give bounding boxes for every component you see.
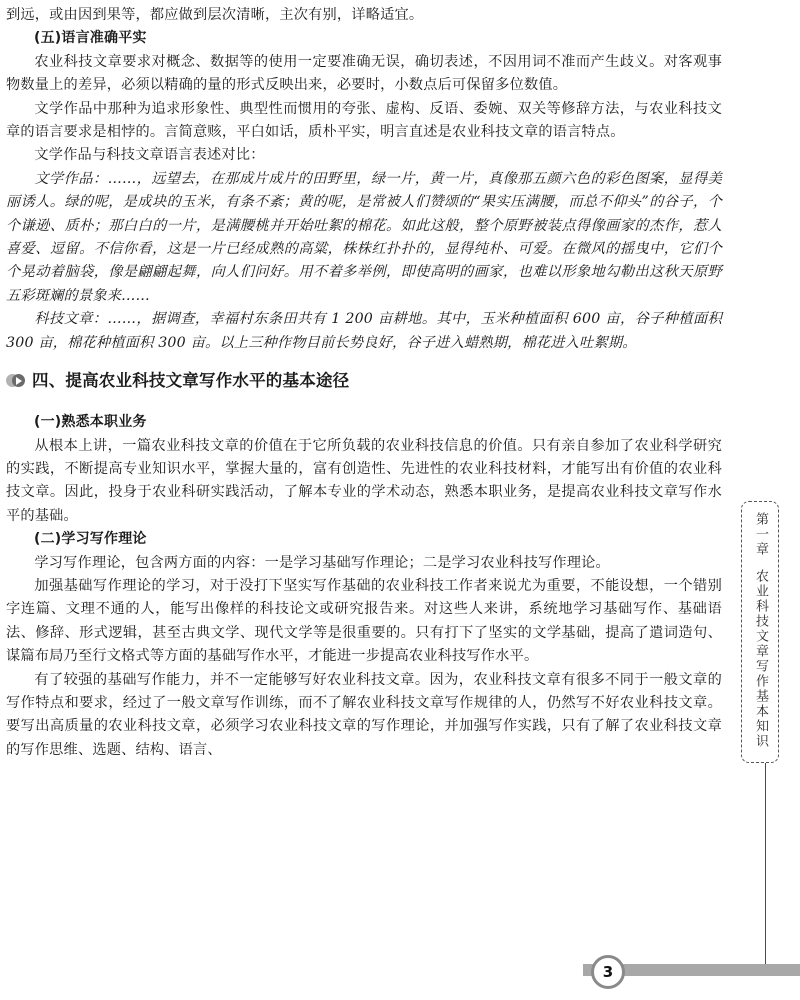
- subheading-familiar-work: (一)熟悉本职业务: [34, 414, 147, 431]
- chapter-side-tab-label: [750, 512, 770, 749]
- section-title: 四、提高农业科技文章写作水平的基本途径: [32, 371, 350, 391]
- subheading-writing-theory: (二)学习写作理论: [34, 531, 147, 548]
- technical-example: 科技文章：……，据调查，幸福村东条田共有 1 200 亩耕地。其中，玉米种植面积 600 亩，谷子种植面积 300 亩，棉花种植面积 300 亩。以上三种作物目前长势良好，谷子进入蜡熟期，棉花进入吐絮期。: [6, 311, 722, 351]
- page-body: [6, 4, 722, 762]
- chapter-number: 第一章: [753, 512, 768, 557]
- paragraph: 从根本上讲，一篇农业科技文章的价值在于它所负载的农业科技信息的价值。只有亲自参加了农业科学研究的实践，不断提高专业知识水平，掌握大量的，富有创造性、先进性的农业科技材料，才能写出有价值的农业科技文章。因此，投身于农业科研实践活动，了解本专业的学术动态，熟悉本职业务，是提高农业科技文章写作水平的基础。: [6, 437, 722, 524]
- paragraph: 加强基础写作理论的学习，对于没打下坚实写作基础的农业科技工作者来说尤为重要，不能设想，一个错别字连篇、文理不通的人，能写出像样的科技论文或研究报告来。对这些人来讲，系统地学习基础写作、基础语法、修辞、形式逻辑，甚至古典文学、现代文学等是很重要的。只有打下了坚实的文学基础，提高了遣词造句、谋篇布局乃至行文格式等方面的基础写作水平，才能进一步提高农业科技写作水平。: [6, 577, 722, 665]
- paragraph: 农业科技文章要求对概念、数据等的使用一定要准确无误，确切表述，不因用词不准而产生歧义。对客观事物数量上的差异，必须以精确的量的形式反映出来，必要时，小数点后可保留多位数值。: [6, 53, 722, 94]
- side-divider-line: [765, 763, 766, 973]
- paragraph: 文学作品中那种为追求形象性、典型性而惯用的夸张、虚构、反语、委婉、双关等修辞方法，与农业科技文章的语言要求是相悖的。言简意赅，平白如话，质朴平实，明言直述是农业科技文章的语言特点。: [6, 100, 722, 141]
- paragraph: 学习写作理论，包含两方面的内容：一是学习基础写作理论；二是学习农业科技写作理论。: [34, 554, 610, 571]
- section-heading: [6, 365, 722, 397]
- paragraph: 有了较强的基础写作能力，并不一定能够写好农业科技文章。因为，农业科技文章有很多不同于一般文章的写作特点和要求，经过了一般文章写作训练，而不了解农业科技文章写作规律的人，仍然写不好农业科技文章。要写出高质量的农业科技文章，必须学习农业科技文章的写作理论，并加强写作实践，只有了解了农业科技文章的写作思维、选题、结构、语言、: [6, 671, 722, 758]
- page-number: 3: [591, 955, 625, 989]
- paragraph: 文学作品与科技文章语言表述对比：: [34, 147, 265, 164]
- subheading-language-precise: (五)语言准确平实: [34, 30, 147, 47]
- literary-example: 文学作品：……，远望去，在那成片成片的田野里，绿一片，黄一片，真像那五颜六色的彩色图案，显得美丽诱人。绿的呢，是成块的玉米，有条不紊；黄的呢，是常被人们赞颂的“果实压满腰，而总不仰头”的谷子，个个谦逊、质朴；那白白的一片，是满腰桃并开始吐絮的棉花。如此这般，整个原野被装点得像画家的杰作，惹人喜爱、逗留。不信你看，这是一片已经成熟的高粱，株株红扑扑的，显得纯朴、可爱。在微风的摇曳中，它们个个晃动着脑袋，像是翩翩起舞，向人们问好。用不着多举例，即使高明的画家，也难以形象地勾勒出这秋天原野五彩斑斓的景象来……: [6, 170, 722, 304]
- double-circle-arrow-icon: [6, 371, 26, 391]
- paragraph: 到远，或由因到果等，都应做到层次清晰，主次有别，详略适宜。: [6, 7, 424, 23]
- chapter-title: 农业科技文章写作基本知识: [753, 569, 768, 749]
